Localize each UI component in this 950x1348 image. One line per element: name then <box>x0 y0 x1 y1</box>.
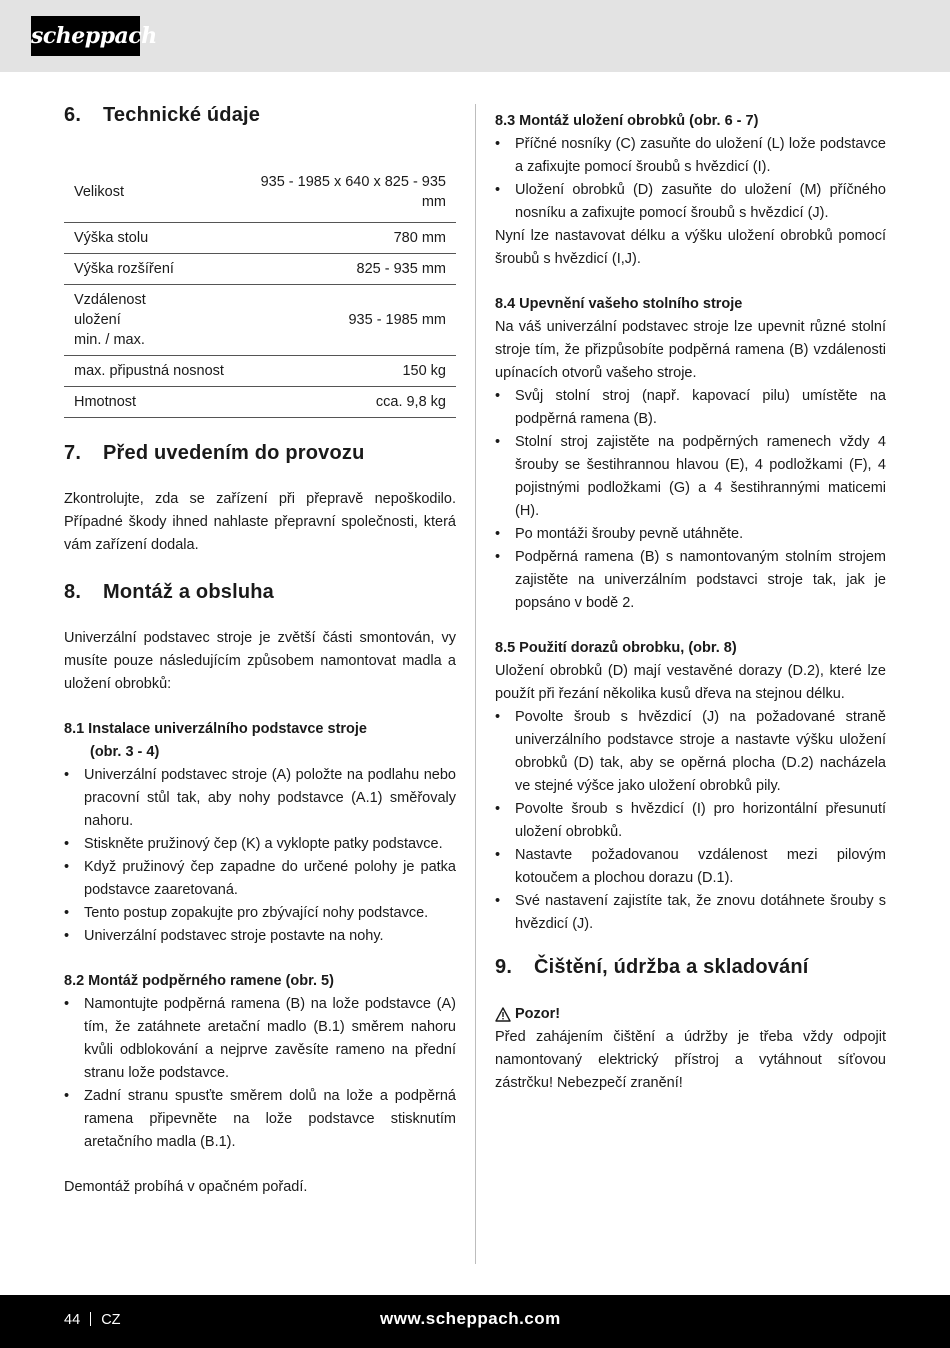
subsection-8-5-title: 8.5 Použití dorazů obrobku, (obr. 8) <box>495 640 737 656</box>
warning-triangle-icon <box>495 1007 511 1022</box>
left-column <box>64 104 456 1199</box>
warning-label: Pozor! <box>515 1006 561 1022</box>
spec-row <box>64 223 456 254</box>
subsection-8-4-text: Na váš univerzální podstavec stroje lze upevnit různé stolní stroje tím, že přizpůsobíte podpěrná ramena (B) vzdálenosti upínacích otvorů vašeho stroje. <box>495 319 886 381</box>
footer-bar <box>0 1295 950 1348</box>
column-divider <box>475 104 476 1264</box>
section-title: Čištění, údržba a skladování <box>534 956 809 978</box>
spec-row <box>64 387 456 418</box>
spec-label: Vzdálenost uložení min. / max. <box>64 285 256 356</box>
list-item: • Stolní stroj zajistěte na podpěrných ramenech vždy 4 šrouby se šestihrannou hlavou (E), 4 podložkami (F), 4 pojistnými podložkami (G) a 4 šestihrannými maticemi (H). <box>495 431 886 523</box>
section-number: 8. <box>64 581 82 603</box>
subsection-8-3-text: Nyní lze nastavovat délku a výšku uložení obrobků pomocí šroubů s hvězdicí (I,J). <box>495 228 886 267</box>
page-number <box>64 1312 121 1328</box>
list-item: • Po montáži šrouby pevně utáhněte. <box>495 523 886 546</box>
spec-label: max. připustná nosnost <box>64 356 256 387</box>
subsection-8-3-list <box>495 133 886 225</box>
spec-value: 825 - 935 mm <box>256 254 456 285</box>
section-number: 6. <box>64 104 82 126</box>
subsection-8-2-title: 8.2 Montáž podpěrného ramene (obr. 5) <box>64 973 334 989</box>
list-item: • Nastavte požadovanou vzdálenost mezi pilovým kotoučem a plochou dorazu (D.1). <box>495 844 886 890</box>
section-number: 9. <box>495 956 513 978</box>
section-8-intro: Univerzální podstavec stroje je zvětší části smontován, vy musíte pouze následujícím způsobem namontovat madla a uložení obrobků: <box>64 630 456 692</box>
subsection-8-1-list <box>64 764 456 948</box>
list-item: • Své nastavení zajistíte tak, že znovu dotáhnete šrouby s hvězdicí (J). <box>495 890 886 936</box>
spec-row <box>64 254 456 285</box>
section-7-heading <box>64 442 456 465</box>
subsection-8-4-list <box>495 385 886 615</box>
list-item: • Zadní stranu spusťte směrem dolů na lože a podpěrná ramena připevněte na lože podstavce stisknutím aretačního madla (B.1). <box>64 1085 456 1154</box>
section-6-heading <box>64 104 456 127</box>
list-item: • Tento postup zopakujte pro zbývající nohy podstavce. <box>64 902 456 925</box>
spec-row <box>64 162 456 223</box>
subsection-8-1-title <box>64 718 456 764</box>
list-item: • Když pružinový čep zapadne do určené polohy je patka podstavce zaaretovaná. <box>64 856 456 902</box>
list-item: • Namontujte podpěrná ramena (B) na lože podstavce (A) tím, že zatáhnete aretační madlo (B.1) směrem nahoru kvůli odblokování a nejprve zavěsíte rameno na přední stranu lože podstavce. <box>64 993 456 1085</box>
spec-label: Velikost <box>64 162 256 223</box>
section-9-heading <box>495 956 886 979</box>
section-title: Před uvedením do provozu <box>103 442 365 464</box>
subsection-title-line: (obr. 3 - 4) <box>90 744 160 760</box>
section-title: Technické údaje <box>103 104 261 126</box>
spec-value: 150 kg <box>256 356 456 387</box>
section-8-heading <box>64 581 456 604</box>
list-item: • Uložení obrobků (D) zasuňte do uložení (M) příčného nosníku a zafixujte pomocí šroubů s hvězdicí (J). <box>495 179 886 225</box>
list-item: • Povolte šroub s hvězdicí (I) pro horizontální přesunutí uložení obrobků. <box>495 798 886 844</box>
website-link[interactable]: www.scheppach.com <box>380 1309 561 1328</box>
spec-value: cca. 9,8 kg <box>256 387 456 418</box>
warning-title <box>495 1003 886 1026</box>
page-number-value: 44 <box>64 1312 81 1328</box>
subsection-8-4-title: 8.4 Upevnění vašeho stolního stroje <box>495 296 743 312</box>
list-item: • Stiskněte pružinový čep (K) a vyklopte patky podstavce. <box>64 833 456 856</box>
spec-value: 780 mm <box>256 223 456 254</box>
section-title: Montáž a obsluha <box>103 581 274 603</box>
list-item: • Univerzální podstavec stroje (A) položte na podlahu nebo pracovní stůl tak, aby nohy podstavce (A.1) směřovaly nahoru. <box>64 764 456 833</box>
language-code: CZ <box>101 1312 121 1328</box>
spec-row <box>64 356 456 387</box>
subsection-8-3-title: 8.3 Montáž uložení obrobků (obr. 6 - 7) <box>495 113 759 129</box>
spec-value: 935 - 1985 x 640 x 825 - 935 mm <box>256 162 456 223</box>
dismount-note: Demontáž probíhá v opačném pořadí. <box>64 1179 308 1195</box>
right-column <box>495 110 886 1095</box>
header-bar <box>0 0 950 72</box>
warning-text: Před zahájením čištění a údržby je třeba vždy odpojit namontovaný elektrický přístroj a vytáhnout síťovou zástrčku! Nebezpečí zranění! <box>495 1029 886 1091</box>
section-7-text: Zkontrolujte, zda se zařízení při přepravě nepoškodilo. Případné škody ihned nahlaste přepravní společnosti, která vám zařízení dodala. <box>64 491 456 553</box>
list-item: • Příčné nosníky (C) zasuňte do uložení (L) lože podstavce a zafixujte pomocí šroubů s hvězdicí (I). <box>495 133 886 179</box>
subsection-8-5-text: Uložení obrobků (D) mají vestavěné dorazy (D.2), které lze použít při řezání několika kusů dřeva na stejnou délku. <box>495 663 886 702</box>
spec-row <box>64 285 456 356</box>
list-item: • Univerzální podstavec stroje postavte na nohy. <box>64 925 456 948</box>
section-number: 7. <box>64 442 82 464</box>
subsection-8-5-list <box>495 706 886 936</box>
list-item: • Povolte šroub s hvězdicí (J) na požadované straně univerzálního podstavce stroje a nastavte výšku uložení obrobků (D) tak, aby se opěrná plocha (D.2) nacházela ve stejné výšce jako uložení obrobků pily. <box>495 706 886 798</box>
spec-value: 935 - 1985 mm <box>256 285 456 356</box>
list-item: • Podpěrná ramena (B) s namontovaným stolním strojem zajistěte na univerzálním podstavci stroje tak, jak je popsáno v bodě 2. <box>495 546 886 615</box>
spec-label: Hmotnost <box>64 387 256 418</box>
subsection-title-line: 8.1 Instalace univerzálního podstavce stroje <box>64 721 367 737</box>
spec-table <box>64 162 456 418</box>
list-item: • Svůj stolní stroj (např. kapovací pilu) umístěte na podpěrná ramena (B). <box>495 385 886 431</box>
subsection-8-2-list <box>64 993 456 1154</box>
page-separator <box>90 1312 91 1326</box>
spec-label: Výška stolu <box>64 223 256 254</box>
spec-label: Výška rozšíření <box>64 254 256 285</box>
scheppach-logo: scheppach <box>31 16 140 56</box>
